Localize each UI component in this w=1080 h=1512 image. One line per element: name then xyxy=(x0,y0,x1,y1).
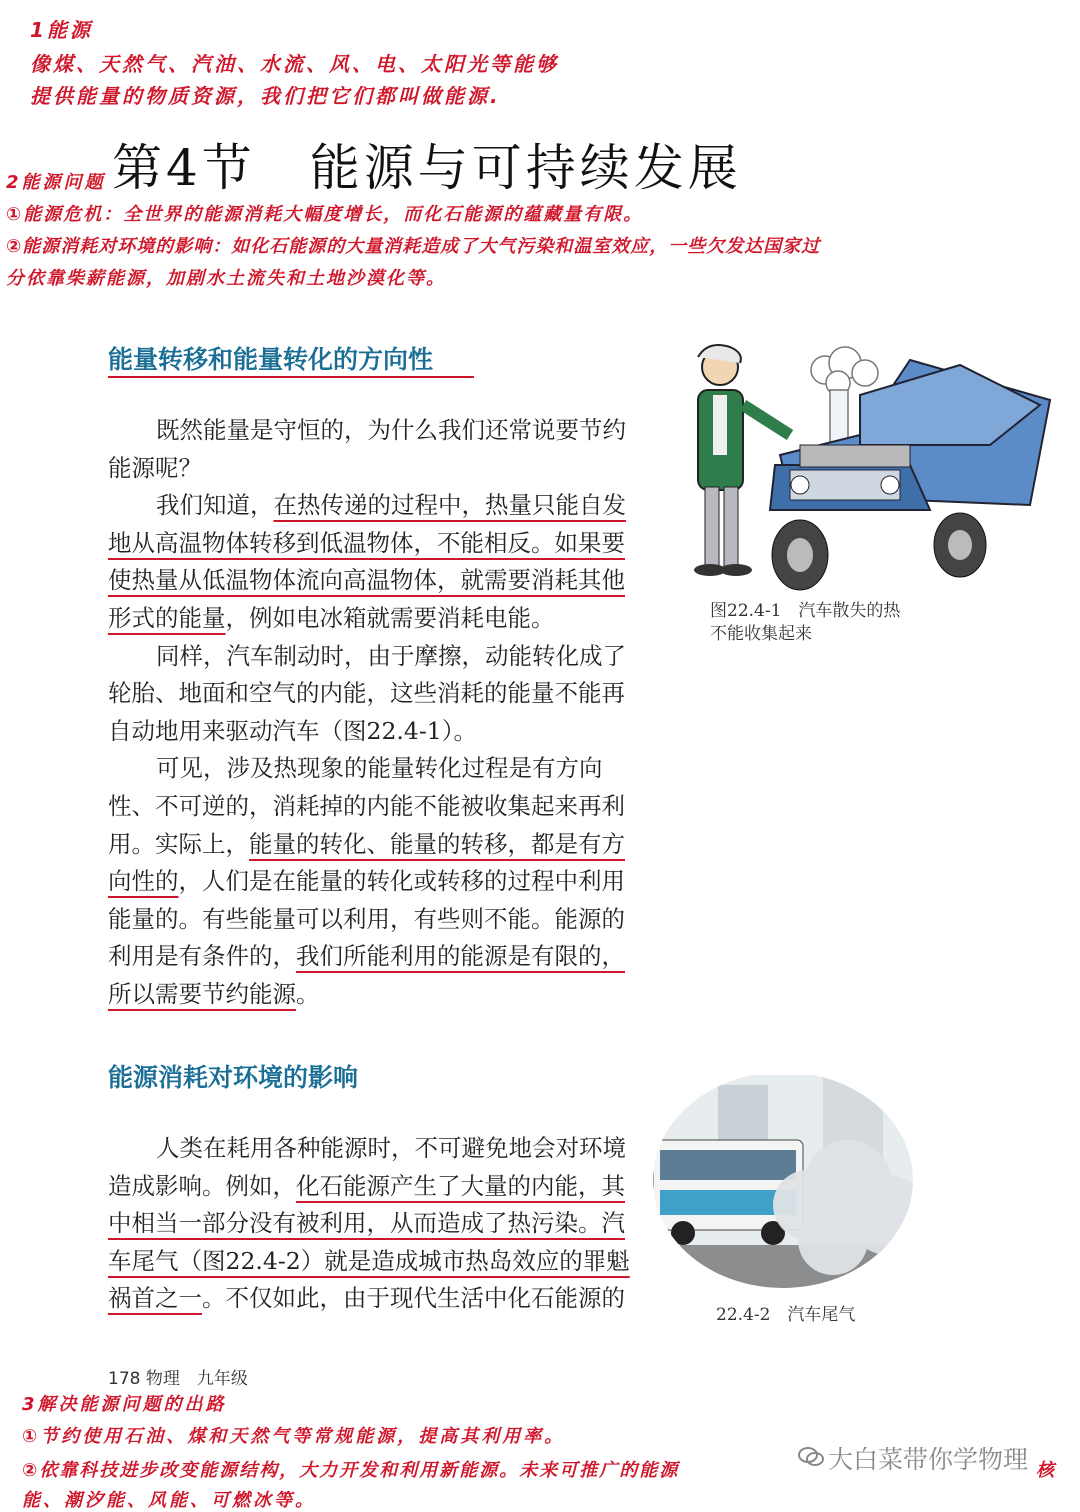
paragraph-3: 同样，汽车制动时，由于摩擦，动能转化成了轮胎、地面和空气的内能，这些消耗的能量不能再自动地用来驱动汽车（图22.4-1）。 xyxy=(108,641,626,745)
paragraph-5-lead: 人类在耗用各种能源时，不可避免地会对环境造成影响。例如， xyxy=(108,1134,626,1200)
page-footer: 178 物理 九年级 xyxy=(108,1369,248,1389)
watermark-text: 大白菜带你学物理 xyxy=(828,1445,1029,1474)
underlined-limited: 我们所能利用的能源是有限的，所以需要节约能源 xyxy=(108,942,625,1008)
section2-body xyxy=(108,1130,648,1318)
page-title: 第4节 能源与可持续发展 xyxy=(112,139,742,197)
note-solution-line-2-end: 核 xyxy=(1036,1460,1057,1481)
section-heading-environment xyxy=(108,1058,358,1094)
car xyxy=(770,360,1050,590)
paragraph-2-tail: ，例如电冰箱就需要消耗电能。 xyxy=(225,603,555,632)
figure1-caption xyxy=(710,600,900,646)
heading-underline xyxy=(108,376,474,378)
note-energy-line-2: 提供能量的物质资源，我们把它们都叫做能源. xyxy=(30,84,501,108)
underlined-heat-transfer: 在热传递的过程中，热量只能自发地从高温物体转移到低温物体，不能相反。如果要使热量从低温物体流向高温物体，就需要消耗其他形式的能量 xyxy=(108,491,626,632)
note-energy-line-1: 像煤、天然气、汽油、水流、风、电、太阳光等能够 xyxy=(30,52,559,76)
note-problem-line-2: ②能源消耗对环境的影响：如化石能源的大量消耗造成了大气污染和温室效应，一些欠发达国家过 xyxy=(6,236,821,257)
note-solution-line-1: ①节约使用石油、煤和天然气等常规能源，提高其利用率。 xyxy=(22,1426,566,1447)
note-energy-title: 1能源 xyxy=(30,18,93,42)
figure-car-overheating xyxy=(660,335,1060,595)
paragraph-2-lead: 我们知道， xyxy=(156,491,274,520)
paragraph-5 xyxy=(108,1130,648,1318)
note-solution-line-2: ②依靠科技进步改变能源结构，大力开发和利用新能源。未来可推广的能源 xyxy=(22,1460,680,1481)
figure2-caption: 22.4-2 汽车尾气 xyxy=(716,1305,856,1325)
note-problem-line-3: 分依靠柴薪能源，加剧水土流失和土地沙漠化等。 xyxy=(6,268,446,289)
figure1-caption-line-1: 图22.4-1 汽车散失的热 xyxy=(710,601,901,621)
paragraph-5-tail: 。不仅如此，由于现代生活中化石能源的 xyxy=(202,1284,625,1313)
note-solution-line-3: 能、潮汐能、风能、可燃冰等。 xyxy=(22,1490,316,1511)
paragraph-4-tail: 。 xyxy=(296,979,320,1008)
section1-body xyxy=(108,412,648,1014)
note-problem-title: 2能源问题 xyxy=(6,172,106,193)
paragraph-4 xyxy=(108,750,648,1013)
paragraph-2 xyxy=(108,487,648,637)
paragraph-4-lead: 可见，涉及热现象的能量转化过程是有方向性、不可逆的，消耗掉的内能不能被收集起来再利用。实际上， xyxy=(108,754,625,858)
section-heading-direction-text: 能量转移和能量转化的方向性 xyxy=(108,345,434,374)
paragraph-4-mid: ，人们是在能量的转化或转移的过程中利用能量的。有些能量可以利用，有些则不能。能源的利用是有条件的， xyxy=(108,867,625,971)
underlined-directional: 能量的转化、能量的转移，都是有方向性的 xyxy=(108,829,625,896)
note-problem-line-1: ①能源危机：全世界的能源消耗大幅度增长，而化石能源的蕴藏量有限。 xyxy=(6,204,644,225)
underlined-thermal-pollution: 化石能源产生了大量的内能，其中相当一部分没有被利用，从而造成了热污染。汽车尾气（图22.4-2）就是造成城市热岛效应的罪魁祸首之一 xyxy=(108,1171,630,1313)
paragraph-1: 既然能量是守恒的，为什么我们还常说要节约能源呢？ xyxy=(108,416,626,482)
figure-bus-exhaust xyxy=(648,1075,918,1295)
note-solution-title: 3解决能源问题的出路 xyxy=(22,1394,227,1415)
section-heading-environment-text: 能源消耗对环境的影响 xyxy=(108,1063,359,1092)
section-heading-direction xyxy=(108,340,433,376)
figure1-caption-line-2: 不能收集起来 xyxy=(710,624,812,644)
wechat-icon xyxy=(798,1446,824,1472)
